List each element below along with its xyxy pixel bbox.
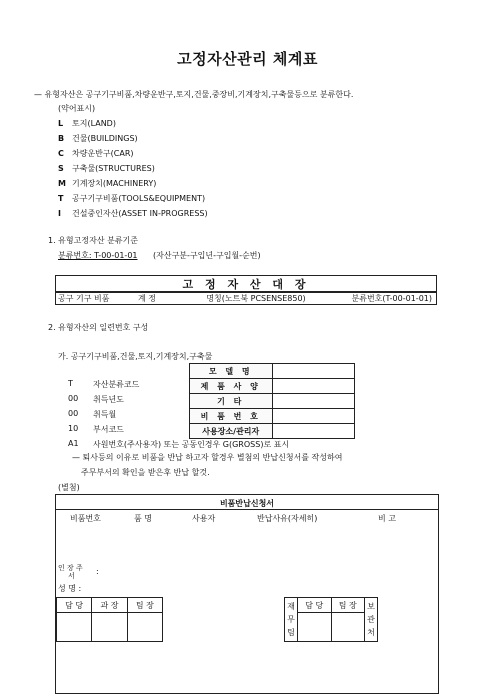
spec-value[interactable] <box>272 424 354 439</box>
serial-code: 00 <box>68 394 79 403</box>
storage-label: 보 관 처 <box>365 598 378 642</box>
abbr-item <box>58 118 116 129</box>
form-column-header: 사용자 <box>192 514 216 523</box>
left-approval-header: 팀 장 <box>127 598 162 613</box>
ledger-category: 공구 기구 비품 <box>56 292 139 305</box>
ledger-class-number: 분류번호(T-00-01-01) <box>322 292 437 305</box>
abbr-desc: 건물(BUILDINGS) <box>72 134 138 143</box>
form-column-header: 비품번호 <box>70 514 101 523</box>
serial-desc: 취득월 <box>93 410 117 419</box>
abbr-desc: 차량운반구(CAR) <box>72 149 134 158</box>
page-title: 고정자산관리 체계표 <box>177 50 318 68</box>
class-number: 분류번호: T-00-01-01 <box>58 251 138 260</box>
section2-heading: 2. 유형자산의 일련번호 구성 <box>48 323 149 332</box>
seal-label: 인 장 주 <box>58 564 83 572</box>
abbr-item <box>58 193 205 204</box>
abbr-desc: 공구기구비품(TOOLS&EQUIPMENT) <box>72 194 206 203</box>
ledger-row <box>55 291 437 305</box>
form-column-header: 반납사유(자세히) <box>257 514 318 523</box>
abbr-desc: 건설중인자산(ASSET IN-PROGRESS) <box>72 209 208 218</box>
serial-code: T <box>68 379 73 388</box>
abbr-code: I <box>58 209 61 218</box>
serial-code: A1 <box>68 439 79 448</box>
abbr-code: C <box>58 149 64 158</box>
left-approval-header: 담 당 <box>57 598 92 613</box>
abbr-desc: 토지(LAND) <box>72 119 116 128</box>
serial-code: 10 <box>68 424 79 433</box>
spec-label: 모 델 명 <box>190 364 273 379</box>
finance-team-label: 재 무 팀 <box>285 598 298 642</box>
return-note-line1: — 퇴사등의 이유로 비품을 반납 하고자 할경우 별첨의 반납신청서를 작성하여 <box>72 453 343 462</box>
ledger-account: 계 정 <box>138 292 190 305</box>
intro-text: — 유형자산은 공구기구비품,차량운반구,토지,건물,중장비,기계장치,구축물등으로 분류한다. <box>34 90 354 99</box>
right-approval-table <box>284 597 378 642</box>
abbr-code: T <box>58 194 64 203</box>
right-approval-lead: 팀 장 <box>331 598 365 613</box>
form-title: 비품반납신청서 <box>219 499 275 508</box>
spec-value[interactable] <box>272 409 354 424</box>
class-number-note: (자산구분-구입년-구입월-순번) <box>153 251 261 260</box>
spec-value[interactable] <box>272 379 354 394</box>
spec-table <box>189 363 355 439</box>
spec-value[interactable] <box>272 364 354 379</box>
seal-colon: : <box>96 567 99 576</box>
abbr-item <box>58 208 208 219</box>
abbr-item <box>58 178 156 189</box>
right-approval-staff: 담 당 <box>298 598 332 613</box>
name-label: 성 명 : <box>58 584 82 593</box>
left-approval-header: 과 장 <box>92 598 127 613</box>
serial-desc: 자산분류코드 <box>93 380 140 389</box>
abbr-code: L <box>58 119 64 128</box>
spec-label: 제 품 사 양 <box>190 379 273 394</box>
spec-label: 비 품 번 호 <box>190 409 273 424</box>
abbr-code: M <box>58 179 66 188</box>
ledger-name: 명칭(노트북 PCSENSE850) <box>190 292 322 305</box>
serial-desc: 부서코드 <box>93 425 124 434</box>
spec-value[interactable] <box>272 394 354 409</box>
abbr-desc: 구축물(STRUCTURES) <box>72 164 155 173</box>
ledger-title: 고 정 자 산 대 장 <box>56 276 437 293</box>
seal-label-2: 서 <box>68 572 75 580</box>
return-note-line2: 주무부서의 확인을 받은후 반납 할것. <box>81 468 210 477</box>
form-column-header: 비 고 <box>378 514 396 523</box>
form-column-header: 품 명 <box>134 514 152 523</box>
abbr-label: (약어표시) <box>58 104 96 113</box>
abbr-code: S <box>58 164 64 173</box>
spec-label: 사용장소/관리자 <box>190 424 273 439</box>
section2-subheading: 가. 공구기구비품,건물,토지,기계장치,구축물 <box>58 352 213 361</box>
serial-desc: 사원번호(주사용자) 또는 공동인경우 G(GROSS)로 표시 <box>93 440 290 449</box>
abbr-desc: 기계장치(MACHINERY) <box>72 179 157 188</box>
abbr-item <box>58 148 134 159</box>
left-approval-table <box>56 597 163 642</box>
abbr-code: B <box>58 134 65 143</box>
section1-heading: 1. 유형고정자산 분류기준 <box>48 236 138 245</box>
return-form <box>55 494 439 694</box>
attachment-label: (별첨) <box>58 483 80 492</box>
serial-code: 00 <box>68 409 79 418</box>
abbr-item <box>58 133 138 144</box>
abbr-item <box>58 163 155 174</box>
spec-label: 기 타 <box>190 394 273 409</box>
serial-desc: 취득년도 <box>93 395 124 404</box>
